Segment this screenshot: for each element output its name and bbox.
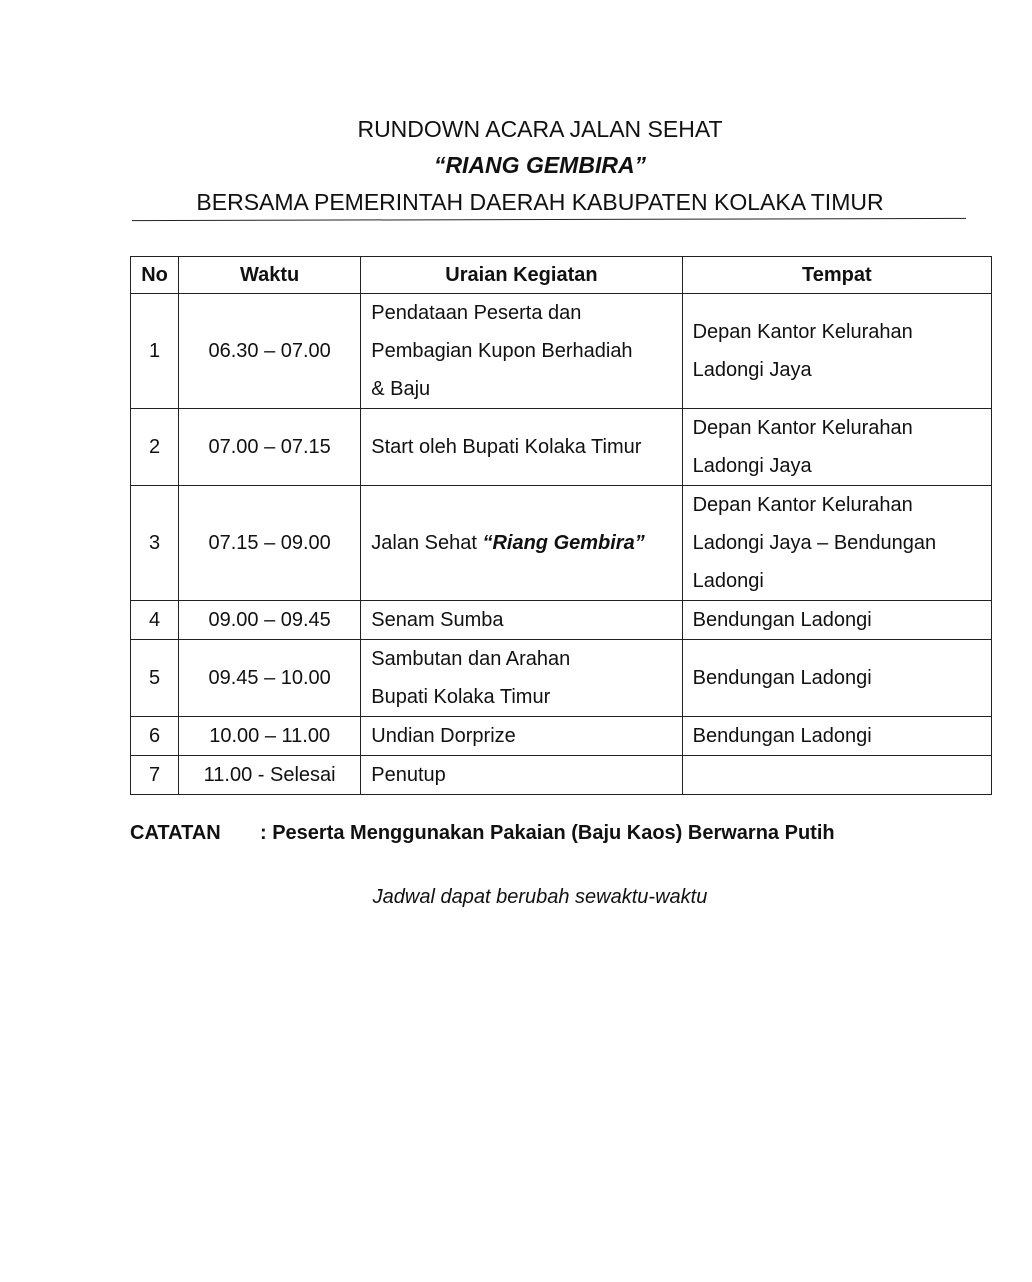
- table-row: [131, 294, 992, 409]
- cell-text-prefix: Jalan Sehat: [371, 532, 483, 554]
- table-row: [131, 756, 992, 795]
- cell-text-line: Pendataan Peserta dan: [371, 302, 582, 324]
- table-row: [131, 601, 992, 640]
- cell-text-line: Bendungan Ladongi: [692, 667, 872, 689]
- cell-text-line: Undian Dorprize: [371, 725, 516, 747]
- cell-tempat: [682, 640, 991, 717]
- title-line-1: RUNDOWN ACARA JALAN SEHAT: [357, 116, 723, 142]
- cell-text-line: Penutup: [371, 764, 446, 786]
- cell-tempat: [682, 294, 991, 409]
- cell-text-line: Pembagian Kupon Berhadiah: [371, 340, 633, 362]
- cell-uraian: [361, 294, 682, 409]
- cell-text-line: Depan Kantor Kelurahan: [692, 321, 913, 343]
- note-label: CATATAN: [130, 822, 221, 844]
- cell-text-line: Senam Sumba: [371, 609, 504, 631]
- cell-text-line: Bupati Kolaka Timur: [371, 686, 551, 708]
- cell-uraian: [361, 717, 682, 756]
- cell-tempat: [682, 486, 991, 601]
- cell-text-line: Ladongi: [692, 570, 764, 592]
- table-header-row: [131, 257, 992, 294]
- table-row: [131, 486, 992, 601]
- cell-text-line: [371, 524, 671, 562]
- header-no: No: [131, 257, 179, 294]
- title-line-3: BERSAMA PEMERINTAH DAERAH KABUPATEN KOLAKA TIMUR: [196, 189, 884, 215]
- schedule-disclaimer: Jadwal dapat berubah sewaktu-waktu: [372, 886, 708, 908]
- cell-waktu: 09.00 – 09.45: [179, 601, 361, 640]
- cell-uraian: [361, 640, 682, 717]
- header-waktu: Waktu: [179, 257, 361, 294]
- cell-text-line: Ladongi Jaya: [692, 359, 812, 381]
- cell-text-line: Depan Kantor Kelurahan: [692, 494, 913, 516]
- cell-text-line: Sambutan dan Arahan: [371, 648, 571, 670]
- table-row: [131, 409, 992, 486]
- cell-no: 7: [131, 756, 179, 795]
- cell-no: 2: [131, 409, 179, 486]
- rundown-table: [130, 256, 992, 795]
- cell-uraian: [361, 756, 682, 795]
- cell-text-line: Start oleh Bupati Kolaka Timur: [371, 436, 642, 458]
- event-name-emphasis: “Riang Gembira”: [482, 532, 645, 554]
- cell-text-line: Ladongi Jaya: [692, 455, 812, 477]
- note-text: : Peserta Menggunakan Pakaian (Baju Kaos) Berwarna Putih: [260, 822, 835, 844]
- cell-text-line: Bendungan Ladongi: [692, 725, 872, 747]
- cell-text-line: Ladongi Jaya – Bendungan: [692, 532, 937, 554]
- table-row: [131, 640, 992, 717]
- note: [130, 822, 835, 845]
- cell-text-line: & Baju: [371, 378, 431, 400]
- cell-waktu: 10.00 – 11.00: [179, 717, 361, 756]
- cell-text-line: Bendungan Ladongi: [692, 609, 872, 631]
- header-uraian: Uraian Kegiatan: [361, 257, 682, 294]
- table-row: [131, 717, 992, 756]
- cell-tempat: [682, 717, 991, 756]
- cell-no: 1: [131, 294, 179, 409]
- cell-no: 5: [131, 640, 179, 717]
- cell-waktu: 11.00 - Selesai: [179, 756, 361, 795]
- title-line-2: “RIANG GEMBIRA”: [433, 152, 647, 178]
- cell-uraian: [361, 486, 682, 601]
- cell-text-line: Depan Kantor Kelurahan: [692, 417, 913, 439]
- cell-no: 4: [131, 601, 179, 640]
- cell-no: 6: [131, 717, 179, 756]
- title-underline: [132, 218, 966, 221]
- cell-uraian: [361, 409, 682, 486]
- cell-waktu: 09.45 – 10.00: [179, 640, 361, 717]
- cell-tempat: [682, 409, 991, 486]
- header-tempat: Tempat: [682, 257, 991, 294]
- cell-waktu: 07.00 – 07.15: [179, 409, 361, 486]
- cell-uraian: [361, 601, 682, 640]
- cell-no: 3: [131, 486, 179, 601]
- cell-tempat: [682, 756, 991, 795]
- cell-tempat: [682, 601, 991, 640]
- cell-waktu: 06.30 – 07.00: [179, 294, 361, 409]
- cell-waktu: 07.15 – 09.00: [179, 486, 361, 601]
